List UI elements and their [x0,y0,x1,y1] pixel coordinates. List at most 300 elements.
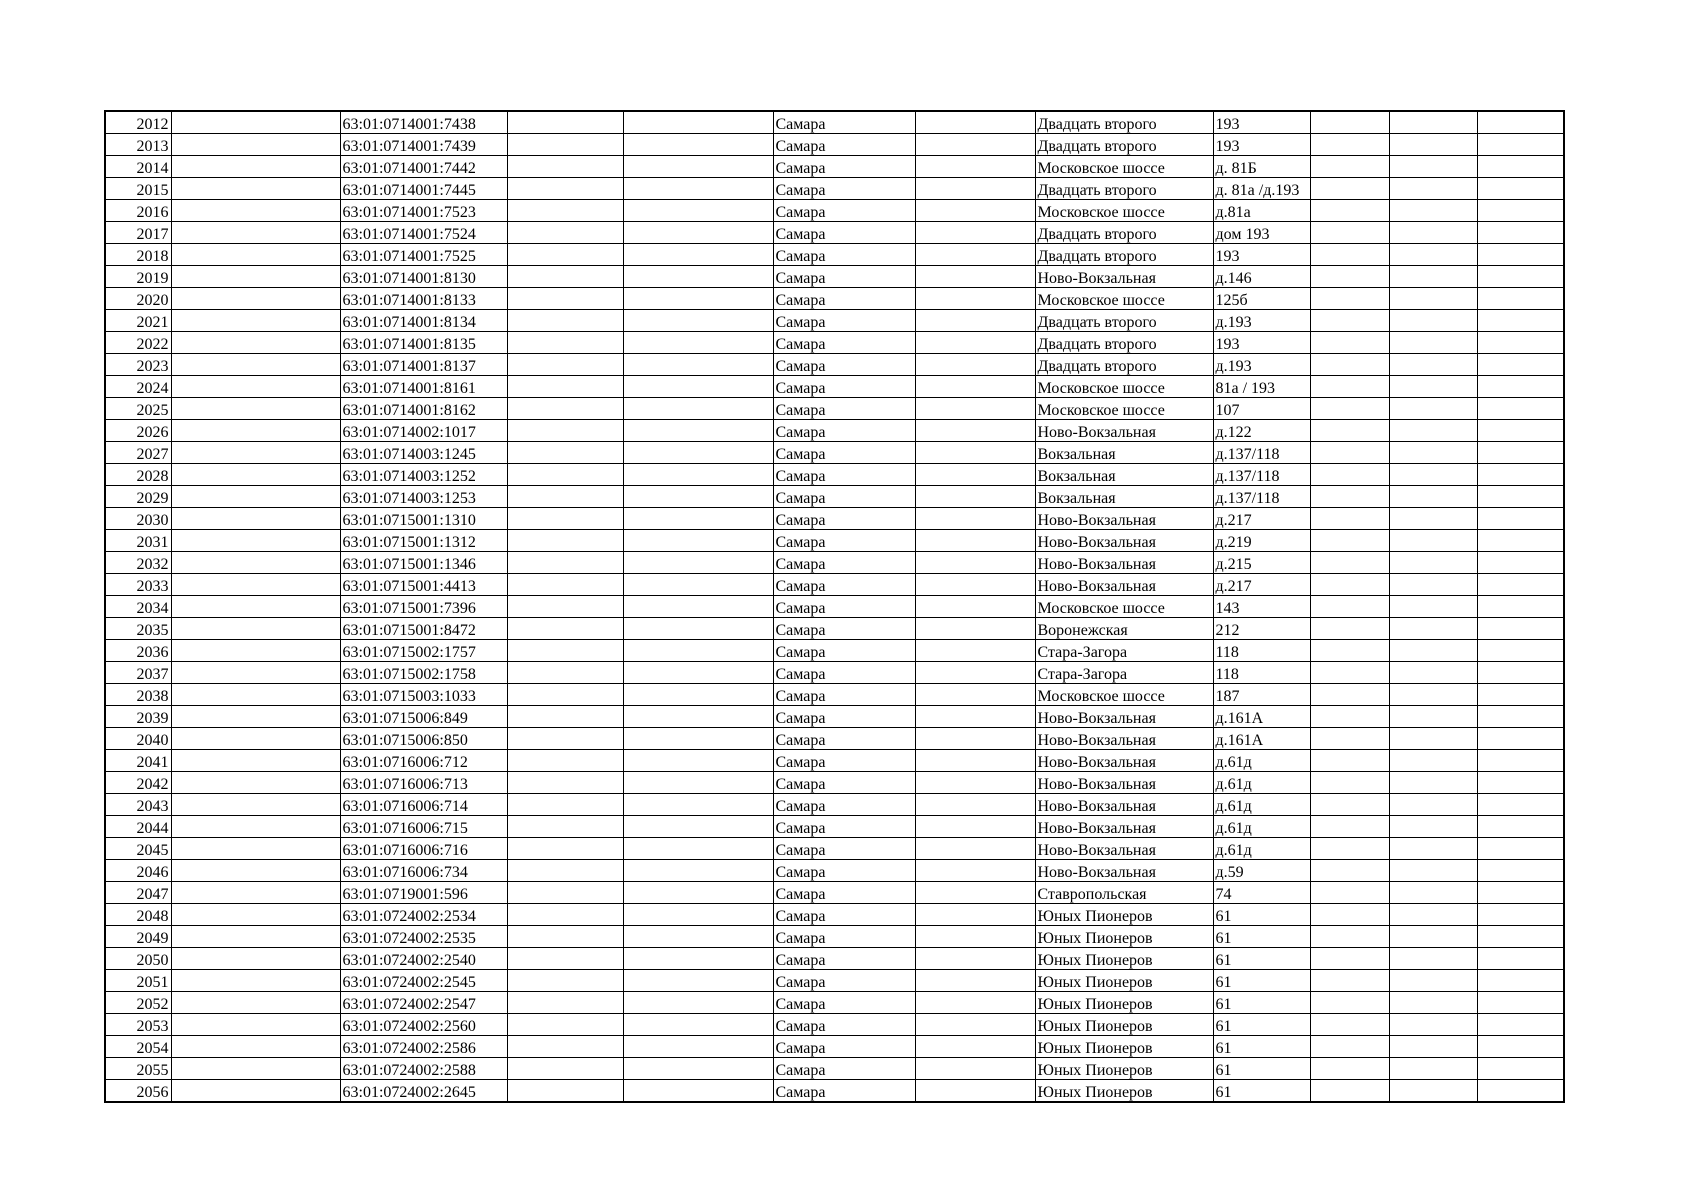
table-row [105,134,1564,156]
house-number-cell: 61 [1213,1036,1310,1058]
cadastral-number-cell: 63:01:0715006:850 [340,728,507,750]
table-row [105,816,1564,838]
empty-cell [1310,134,1389,156]
empty-cell [1310,1014,1389,1036]
house-number-cell: 212 [1213,618,1310,640]
street-cell: Ново-Вокзальная [1035,266,1213,288]
row-number-cell: 2053 [105,1014,171,1036]
cadastral-number-cell: 63:01:0724002:2535 [340,926,507,948]
street-cell: Московское шоссе [1035,156,1213,178]
empty-cell [915,288,1035,310]
empty-cell [623,1080,773,1103]
empty-cell [1389,552,1477,574]
empty-cell [915,552,1035,574]
empty-cell [1477,816,1564,838]
row-number-cell: 2034 [105,596,171,618]
street-cell: Ново-Вокзальная [1035,838,1213,860]
row-number-cell: 2054 [105,1036,171,1058]
empty-cell [1389,266,1477,288]
empty-cell [171,222,340,244]
empty-cell [623,376,773,398]
street-cell: Юных Пионеров [1035,970,1213,992]
city-cell: Самара [773,1036,915,1058]
empty-cell [1477,992,1564,1014]
empty-cell [1389,706,1477,728]
table-row [105,420,1564,442]
street-cell: Двадцать второго [1035,244,1213,266]
cadastral-number-cell: 63:01:0715001:1310 [340,508,507,530]
table-row [105,948,1564,970]
empty-cell [1477,772,1564,794]
empty-cell [1310,882,1389,904]
empty-cell [1389,288,1477,310]
empty-cell [623,398,773,420]
empty-cell [915,111,1035,134]
empty-cell [1389,574,1477,596]
empty-cell [623,111,773,134]
empty-cell [1477,134,1564,156]
empty-cell [507,156,623,178]
empty-cell [507,1058,623,1080]
table-row [105,1014,1564,1036]
house-number-cell: д.193 [1213,354,1310,376]
empty-cell [1310,1058,1389,1080]
cadastral-number-cell: 63:01:0714003:1245 [340,442,507,464]
house-number-cell: д.193 [1213,310,1310,332]
city-cell: Самара [773,420,915,442]
empty-cell [1389,772,1477,794]
table-row [105,376,1564,398]
empty-cell [1310,948,1389,970]
row-number-cell: 2042 [105,772,171,794]
empty-cell [507,1080,623,1103]
empty-cell [1477,552,1564,574]
cadastral-number-cell: 63:01:0724002:2534 [340,904,507,926]
cadastral-number-cell: 63:01:0724002:2547 [340,992,507,1014]
empty-cell [1477,288,1564,310]
street-cell: Двадцать второго [1035,310,1213,332]
empty-cell [1477,860,1564,882]
table-row [105,662,1564,684]
empty-cell [1310,310,1389,332]
table-row [105,111,1564,134]
table-row [105,728,1564,750]
table-row [105,222,1564,244]
empty-cell [1389,530,1477,552]
empty-cell [171,156,340,178]
empty-cell [507,354,623,376]
empty-cell [623,508,773,530]
empty-cell [507,860,623,882]
cadastral-number-cell: 63:01:0714001:8162 [340,398,507,420]
empty-cell [171,772,340,794]
empty-cell [1310,244,1389,266]
empty-cell [507,596,623,618]
city-cell: Самара [773,706,915,728]
empty-cell [1477,662,1564,684]
city-cell: Самара [773,288,915,310]
cadastral-number-cell: 63:01:0714001:8133 [340,288,507,310]
empty-cell [1389,398,1477,420]
empty-cell [1477,420,1564,442]
row-number-cell: 2014 [105,156,171,178]
empty-cell [1310,596,1389,618]
street-cell: Ново-Вокзальная [1035,508,1213,530]
empty-cell [1477,222,1564,244]
street-cell: Двадцать второго [1035,332,1213,354]
empty-cell [915,618,1035,640]
cadastral-number-cell: 63:01:0724002:2560 [340,1014,507,1036]
empty-cell [1389,244,1477,266]
row-number-cell: 2047 [105,882,171,904]
city-cell: Самара [773,970,915,992]
city-cell: Самара [773,838,915,860]
empty-cell [171,838,340,860]
empty-cell [171,1036,340,1058]
city-cell: Самара [773,376,915,398]
empty-cell [1310,442,1389,464]
row-number-cell: 2026 [105,420,171,442]
house-number-cell: 125б [1213,288,1310,310]
empty-cell [171,926,340,948]
city-cell: Самара [773,134,915,156]
empty-cell [507,398,623,420]
house-number-cell: 107 [1213,398,1310,420]
empty-cell [1310,860,1389,882]
row-number-cell: 2024 [105,376,171,398]
empty-cell [171,420,340,442]
empty-cell [1477,728,1564,750]
empty-cell [623,992,773,1014]
row-number-cell: 2025 [105,398,171,420]
cadastral-number-cell: 63:01:0715003:1033 [340,684,507,706]
city-cell: Самара [773,596,915,618]
empty-cell [1389,420,1477,442]
empty-cell [1477,398,1564,420]
empty-cell [171,530,340,552]
empty-cell [1477,156,1564,178]
cadastral-number-cell: 63:01:0724002:2540 [340,948,507,970]
row-number-cell: 2027 [105,442,171,464]
empty-cell [623,948,773,970]
street-cell: Ново-Вокзальная [1035,794,1213,816]
empty-cell [1310,111,1389,134]
empty-cell [915,750,1035,772]
cadastral-number-cell: 63:01:0714003:1253 [340,486,507,508]
row-number-cell: 2019 [105,266,171,288]
empty-cell [1477,640,1564,662]
city-cell: Самара [773,618,915,640]
empty-cell [171,398,340,420]
city-cell: Самара [773,552,915,574]
city-cell: Самара [773,640,915,662]
empty-cell [1389,860,1477,882]
empty-cell [623,816,773,838]
empty-cell [915,332,1035,354]
empty-cell [171,464,340,486]
table-row [105,332,1564,354]
empty-cell [623,838,773,860]
street-cell: Двадцать второго [1035,354,1213,376]
empty-cell [1310,552,1389,574]
empty-cell [507,288,623,310]
city-cell: Самара [773,728,915,750]
city-cell: Самара [773,860,915,882]
empty-cell [915,904,1035,926]
table-row [105,310,1564,332]
empty-cell [1477,948,1564,970]
empty-cell [1310,156,1389,178]
empty-cell [915,222,1035,244]
empty-cell [507,706,623,728]
table-row [105,354,1564,376]
empty-cell [1310,926,1389,948]
empty-cell [1477,1080,1564,1103]
cadastral-number-cell: 63:01:0715001:8472 [340,618,507,640]
row-number-cell: 2018 [105,244,171,266]
empty-cell [623,530,773,552]
house-number-cell: 61 [1213,904,1310,926]
city-cell: Самара [773,904,915,926]
house-number-cell: 61 [1213,926,1310,948]
empty-cell [1310,420,1389,442]
empty-cell [623,904,773,926]
empty-cell [915,156,1035,178]
empty-cell [1389,310,1477,332]
street-cell: Московское шоссе [1035,200,1213,222]
empty-cell [1310,1036,1389,1058]
empty-cell [1310,464,1389,486]
row-number-cell: 2051 [105,970,171,992]
row-number-cell: 2023 [105,354,171,376]
empty-cell [171,266,340,288]
empty-cell [1310,904,1389,926]
row-number-cell: 2012 [105,111,171,134]
street-cell: Двадцать второго [1035,111,1213,134]
empty-cell [1389,134,1477,156]
empty-cell [1477,310,1564,332]
row-number-cell: 2037 [105,662,171,684]
empty-cell [915,1014,1035,1036]
empty-cell [1389,222,1477,244]
house-number-cell: 61 [1213,970,1310,992]
empty-cell [623,794,773,816]
cadastral-number-cell: 63:01:0714001:7523 [340,200,507,222]
empty-cell [623,640,773,662]
street-cell: Юных Пионеров [1035,904,1213,926]
empty-cell [171,134,340,156]
house-number-cell: 193 [1213,244,1310,266]
empty-cell [171,574,340,596]
empty-cell [507,618,623,640]
table-row [105,574,1564,596]
city-cell: Самара [773,992,915,1014]
table-row [105,992,1564,1014]
empty-cell [171,200,340,222]
table-row [105,1058,1564,1080]
house-number-cell: д.137/118 [1213,486,1310,508]
empty-cell [1310,332,1389,354]
empty-cell [1389,178,1477,200]
empty-cell [507,420,623,442]
street-cell: Московское шоссе [1035,376,1213,398]
house-number-cell: 61 [1213,1058,1310,1080]
street-cell: Московское шоссе [1035,288,1213,310]
street-cell: Ново-Вокзальная [1035,772,1213,794]
empty-cell [623,354,773,376]
empty-cell [507,244,623,266]
empty-cell [171,816,340,838]
house-number-cell: д.81а [1213,200,1310,222]
empty-cell [915,838,1035,860]
house-number-cell: 61 [1213,948,1310,970]
table-row [105,882,1564,904]
empty-cell [1389,618,1477,640]
street-cell: Юных Пионеров [1035,1036,1213,1058]
city-cell: Самара [773,574,915,596]
house-number-cell: 61 [1213,1014,1310,1036]
empty-cell [915,310,1035,332]
empty-cell [1389,662,1477,684]
empty-cell [1310,530,1389,552]
table-row [105,706,1564,728]
house-number-cell: 118 [1213,662,1310,684]
house-number-cell: д.161А [1213,706,1310,728]
empty-cell [1389,926,1477,948]
street-cell: Юных Пионеров [1035,1014,1213,1036]
empty-cell [1389,1080,1477,1103]
empty-cell [507,970,623,992]
empty-cell [171,706,340,728]
street-cell: Воронежская [1035,618,1213,640]
empty-cell [507,552,623,574]
empty-cell [1477,794,1564,816]
empty-cell [915,1058,1035,1080]
row-number-cell: 2046 [105,860,171,882]
table-row [105,640,1564,662]
empty-cell [507,662,623,684]
house-number-cell: 74 [1213,882,1310,904]
empty-cell [1310,618,1389,640]
house-number-cell: 143 [1213,596,1310,618]
cadastral-number-cell: 63:01:0714001:7439 [340,134,507,156]
house-number-cell: д.217 [1213,574,1310,596]
empty-cell [1477,904,1564,926]
row-number-cell: 2017 [105,222,171,244]
empty-cell [1477,838,1564,860]
empty-cell [915,574,1035,596]
city-cell: Самара [773,508,915,530]
empty-cell [915,486,1035,508]
empty-cell [1389,508,1477,530]
row-number-cell: 2050 [105,948,171,970]
table-row [105,596,1564,618]
city-cell: Самара [773,178,915,200]
city-cell: Самара [773,794,915,816]
empty-cell [171,860,340,882]
empty-cell [1477,530,1564,552]
empty-cell [1477,332,1564,354]
street-cell: Ново-Вокзальная [1035,728,1213,750]
empty-cell [623,596,773,618]
city-cell: Самара [773,222,915,244]
empty-cell [623,464,773,486]
empty-cell [915,200,1035,222]
empty-cell [507,1036,623,1058]
cadastral-number-cell: 63:01:0716006:716 [340,838,507,860]
empty-cell [1310,288,1389,310]
empty-cell [507,178,623,200]
city-cell: Самара [773,111,915,134]
cadastral-number-cell: 63:01:0716006:712 [340,750,507,772]
empty-cell [623,134,773,156]
empty-cell [171,948,340,970]
row-number-cell: 2041 [105,750,171,772]
city-cell: Самара [773,750,915,772]
street-cell: Вокзальная [1035,442,1213,464]
house-number-cell: д.146 [1213,266,1310,288]
empty-cell [507,794,623,816]
empty-cell [1310,508,1389,530]
cadastral-number-cell: 63:01:0715006:849 [340,706,507,728]
street-cell: Ново-Вокзальная [1035,750,1213,772]
row-number-cell: 2033 [105,574,171,596]
row-number-cell: 2028 [105,464,171,486]
cadastral-number-cell: 63:01:0714001:7442 [340,156,507,178]
city-cell: Самара [773,1014,915,1036]
city-cell: Самара [773,926,915,948]
empty-cell [1310,684,1389,706]
empty-cell [1477,574,1564,596]
empty-cell [1389,992,1477,1014]
empty-cell [1389,111,1477,134]
house-number-cell: д.122 [1213,420,1310,442]
cadastral-number-cell: 63:01:0715002:1757 [340,640,507,662]
empty-cell [507,111,623,134]
house-number-cell: 61 [1213,1080,1310,1103]
empty-cell [1310,354,1389,376]
empty-cell [1310,970,1389,992]
row-number-cell: 2021 [105,310,171,332]
empty-cell [623,178,773,200]
property-registry-table [104,110,1565,1103]
city-cell: Самара [773,1058,915,1080]
empty-cell [507,948,623,970]
empty-cell [915,530,1035,552]
empty-cell [915,354,1035,376]
empty-cell [1310,486,1389,508]
cadastral-number-cell: 63:01:0715002:1758 [340,662,507,684]
street-cell: Юных Пионеров [1035,1080,1213,1103]
empty-cell [171,618,340,640]
street-cell: Ставропольская [1035,882,1213,904]
cadastral-number-cell: 63:01:0714001:7445 [340,178,507,200]
table-row [105,200,1564,222]
empty-cell [623,728,773,750]
empty-cell [507,508,623,530]
empty-cell [1389,1036,1477,1058]
empty-cell [1477,618,1564,640]
street-cell: Московское шоссе [1035,596,1213,618]
cadastral-number-cell: 63:01:0714001:8161 [340,376,507,398]
empty-cell [507,816,623,838]
cadastral-number-cell: 63:01:0724002:2586 [340,1036,507,1058]
street-cell: Ново-Вокзальная [1035,816,1213,838]
empty-cell [915,926,1035,948]
empty-cell [1389,882,1477,904]
table-row [105,442,1564,464]
street-cell: Двадцать второго [1035,222,1213,244]
